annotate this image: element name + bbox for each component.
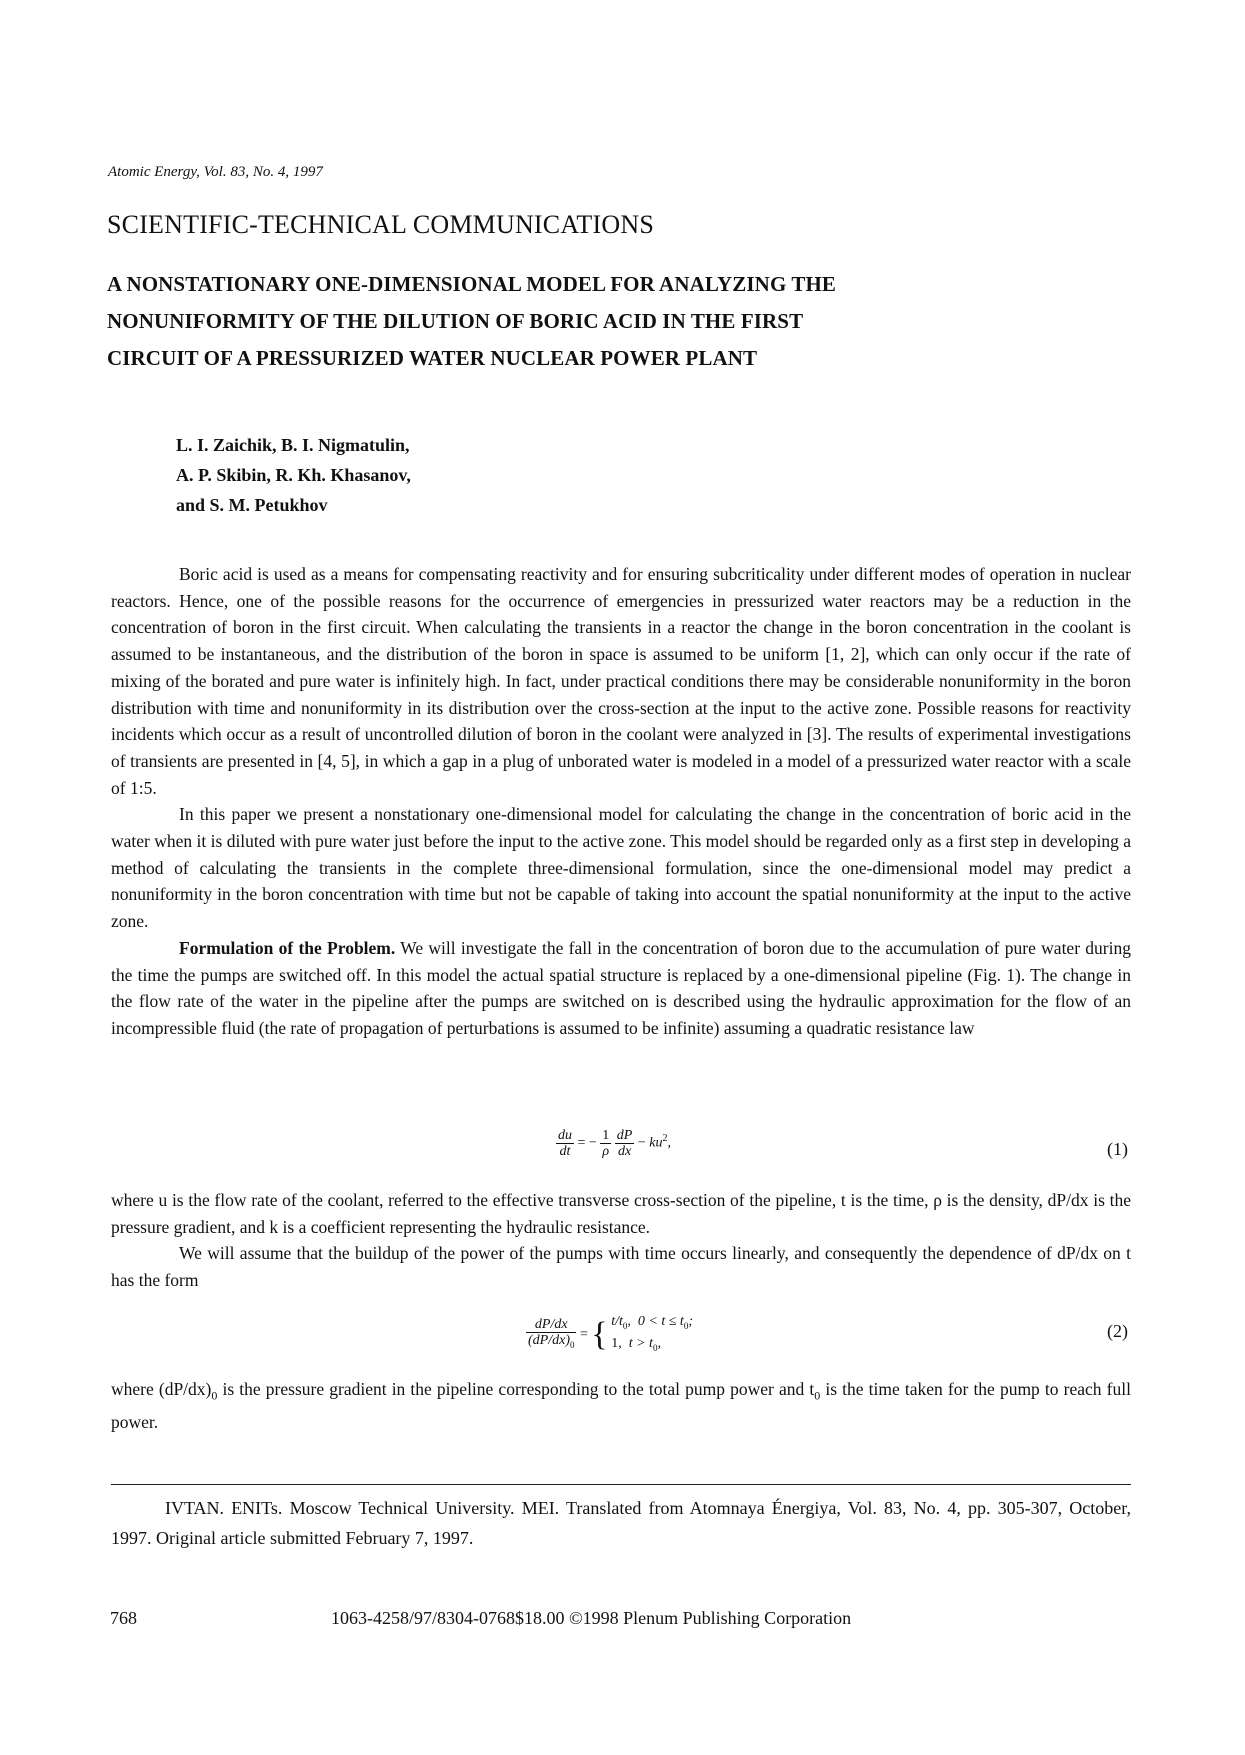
section-heading: SCIENTIFIC-TECHNICAL COMMUNICATIONS [107,210,654,239]
equation-2: $\frac{dP/dx}{(dP/dx)_0}$ = { $t/t_0$, $0 < t \le t_0$; 1, $t > t_0$, [528,1314,693,1353]
title-line: A NONSTATIONARY ONE-DIMENSIONAL MODEL FOR ANALYZING THE [107,272,836,296]
paragraph-formulation-text: We will investigate the fall in the concentration of boron due to the accumulation of pure water during the time the pumps are switched off. In this model the actual spatial structure is replaced by a one-dimensional pipeline (Fig. 1). The change in the flow rate of the water in the pipeline after the pumps are switched on is described using the hydraulic approximation for the flow of an incompressible fluid (the rate of propagation of perturbations is assumed to be infinite) assuming a quadratic resistance law [111,937,1131,1038]
title-line: NONUNIFORMITY OF THE DILUTION OF BORIC ACID IN THE FIRST [107,309,804,333]
article-title [107,266,967,377]
paragraph-where-1: where u is the flow rate of the coolant, referred to the effective transverse cross-section of the pipeline, t is the time, ρ is the density, dP/dx is the pressure gradient, and k is a coefficient representing the hydraulic resistance. [111,1190,1131,1237]
author-line: and S. M. Petukhov [176,495,328,515]
footnote-rule [111,1484,1131,1485]
paragraph-buildup: We will assume that the buildup of the power of the pumps with time occurs linearly, and consequently the dependence of dP/dx on t has the form [111,1243,1131,1291]
author-line: A. P. Skibin, R. Kh. Khasanov, [176,465,411,485]
author-line: L. I. Zaichik, B. I. Nigmatulin, [176,435,410,455]
journal-citation: Atomic Energy, Vol. 83, No. 4, 1997 [108,164,323,180]
paragraph-where-2: where $(dP/dx)_0$ is the pressure gradient in the pipeline corresponding to the total pump power and $t_0$ is the time taken for the pump to reach full power. [111,1379,1131,1433]
equation-1-number: (1) [1107,1139,1128,1159]
paragraph-intro: Boric acid is used as a means for compensating reactivity and for ensuring subcriticality under different modes of operation in nuclear reactors. Hence, one of the possible reasons for the occurrence of emergencies in pressurized water reactors may be a reduction in the concentration of boron in the first circuit. When calculating the transients in a reactor the change in the boron concentration in the coolant is assumed to be instantaneous, and the distribution of the boron in space is assumed to be uniform [1, 2], which can only occur if the rate of mixing of the borated and pure water is infinitely high. In fact, under practical conditions there may be considerable nonuniformity in the boron distribution with time and nonuniformity in its distribution over the cross-section at the input to the active zone. Possible reasons for reactivity incidents which occur as a result of uncontrolled dilution of boron in the coolant were analyzed in [3]. The results of experimental investigations of transients are presented in [4, 5], in which a gap in a plug of unborated water is modeled in a model of a pressurized water reactor with a scale of 1:5. [111,564,1131,798]
author-list [176,430,411,520]
title-line: CIRCUIT OF A PRESSURIZED WATER NUCLEAR POWER PLANT [107,346,758,370]
run-in-heading: Formulation of the Problem. [179,937,396,958]
paragraph-formulation [111,935,1131,1042]
footnote-text: IVTAN. ENITs. Moscow Technical University. MEI. Translated from Atomnaya Énergiya, Vol. 83, No. 4, pp. 305-307, October, 1997. Original article submitted February 7, 1997. [111,1498,1131,1548]
equation-2-number: (2) [1107,1321,1128,1341]
publication-info: 1063-4258/97/8304-0768$18.00 ©1998 Plenum Publishing Corporation [331,1608,852,1628]
equation-1: $\frac{du}{dt}$ = − $\frac{1}{\rho}$ $\frac{dP}{dx}$ − $ku^2$, [558,1128,671,1159]
body-text-block-2 [111,1187,1131,1294]
body-text-block-1 [111,561,1131,1042]
page-number: 768 [110,1608,137,1628]
paragraph-model: In this paper we present a nonstationary one-dimensional model for calculating the change in the concentration of boric acid in the water when it is diluted with pure water just before the input to the active zone. This model should be regarded only as a first step in developing a method of calculating the transients in the complete three-dimensional formulation, since the one-dimensional model may predict a nonuniformity in the boron concentration with time but not be capable of taking into account the spatial nonuniformity at the input to the active zone. [111,804,1131,932]
footnote [111,1493,1131,1553]
body-text-block-3 [111,1376,1131,1436]
